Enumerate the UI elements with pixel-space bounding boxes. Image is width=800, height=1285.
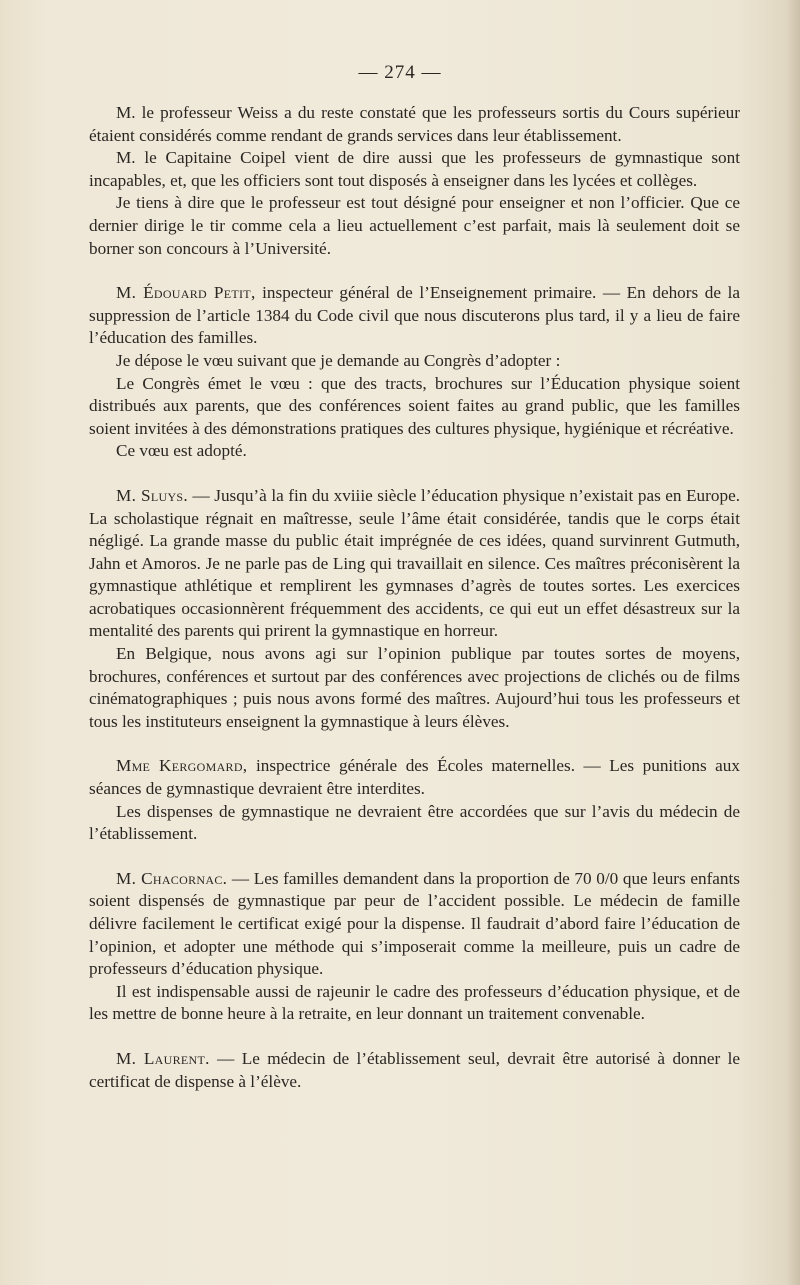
paragraph: Les dispenses de gymnastique ne devraient être accordées que sur l’avis du médecin de l’établissement. xyxy=(89,801,740,844)
speaker-statement: — Jusqu’à la fin du xviiie siècle l’éducation physique n’existait pas en Europe. La scholastique régnait en maîtresse, seule l’âme était considérée, tandis que le corps était négligé. La grande masse du public était imprégnée de ces idées, quand survinrent Gutmuth, Jahn et Amoros. Je ne parle pas de Ling qui travaillait en silence. Ces maîtres préconisèrent la gymnastique athlétique et remplirent les gymnases d’agrès de toutes sortes. Les exercices acrobatiques occasionnèrent fréquemment des accidents, ce qui eut un effet désastreux sur la mentalité des parents qui prirent la gymnastique en horreur. xyxy=(89,485,740,641)
paragraph: En Belgique, nous avons agi sur l’opinion publique par toutes sortes de moyens, brochures, conférences et surtout par des conférences avec projections de clichés ou de films cinématographiques ; puis nous avons formé des maîtres. Aujourd’hui tous les professeurs et tous les instituteurs enseignent la gymnastique à leurs élèves. xyxy=(89,644,740,731)
speaker-block xyxy=(89,485,740,734)
speaker-name: M. Laurent. xyxy=(116,1048,210,1068)
speaker-name: M. Édouard Petit, xyxy=(116,283,256,303)
speaker-paragraph xyxy=(89,485,740,643)
speaker-statement: inspectrice générale des Écoles maternelles. — Les punitions aux séances de gymnastique devraient être interdites. xyxy=(89,756,740,799)
page-body xyxy=(89,102,740,1115)
speaker-statement: — Les familles demandent dans la proportion de 70 0/0 que leurs enfants soient dispensés de gymnastique par peur de l’accident possible. Le médecin de famille délivre facilement le certificat exigé pour la dispense. Il faudrait d’abord faire l’éducation de l’opinion, et adopter une méthode qui s’imposerait comme la meilleure, puis un cadre de professeurs d’éducation physique. xyxy=(89,868,740,979)
paragraph: Le Congrès émet le vœu : que des tracts, brochures sur l’Éducation physique soient distribués aux parents, que des conférences soient faites au grand public, que les familles soient invitées à des démonstrations pratiques des cultures physique, hygiénique et récréative. xyxy=(89,373,740,438)
paragraph: M. le Capitaine Coipel vient de dire aussi que les professeurs de gymnastique sont incapables, et, que les officiers sont tout disposés à enseigner dans les lycées et collèges. xyxy=(89,148,740,190)
speaker-block xyxy=(89,755,740,845)
speaker-paragraph xyxy=(89,1048,740,1093)
paragraph-group xyxy=(89,102,740,260)
paragraph: M. le professeur Weiss a du reste constaté que les professeurs sortis du Cours supérieur étaient considérés comme rendant de grands services dans leur établissement. xyxy=(89,103,740,145)
speaker-name: Mme Kergomard, xyxy=(116,756,248,776)
speaker-paragraph xyxy=(89,755,740,800)
paragraph: Je tiens à dire que le professeur est tout désigné pour enseigner et non l’officier. Que ce dernier dirige le tir comme cela a lieu actuellement c’est parfait, mais là seulement doit se borner son concours à l’Université. xyxy=(89,193,740,258)
paragraph: Ce vœu est adopté. xyxy=(116,441,247,461)
speaker-name: M. Sluys. xyxy=(116,485,189,505)
speaker-block xyxy=(89,1048,740,1093)
page-number: — 274 — xyxy=(358,62,442,83)
speaker-block xyxy=(89,868,740,1026)
paragraph: Je dépose le vœu suivant que je demande au Congrès d’adopter : xyxy=(116,350,561,370)
page-edge-shadow xyxy=(786,0,800,1285)
speaker-block xyxy=(89,282,740,463)
speaker-paragraph xyxy=(89,282,740,350)
speaker-statement: inspecteur général de l’Enseignement primaire. — En dehors de la suppression de l’article 1384 du Code civil que nous discuterons plus tard, il y a lieu de faire l’éducation des familles. xyxy=(89,283,740,348)
speaker-statement: — Le médecin de l’établissement seul, devrait être autorisé à donner le certificat de dispense à l’élève. xyxy=(89,1048,740,1091)
speaker-paragraph xyxy=(89,868,740,981)
speaker-name: M. Chacornac. xyxy=(116,868,228,888)
paragraph: Il est indispensable aussi de rajeunir le cadre des professeurs d’éducation physique, et de les mettre de bonne heure à la retraite, en leur donnant un traitement convenable. xyxy=(89,981,740,1024)
